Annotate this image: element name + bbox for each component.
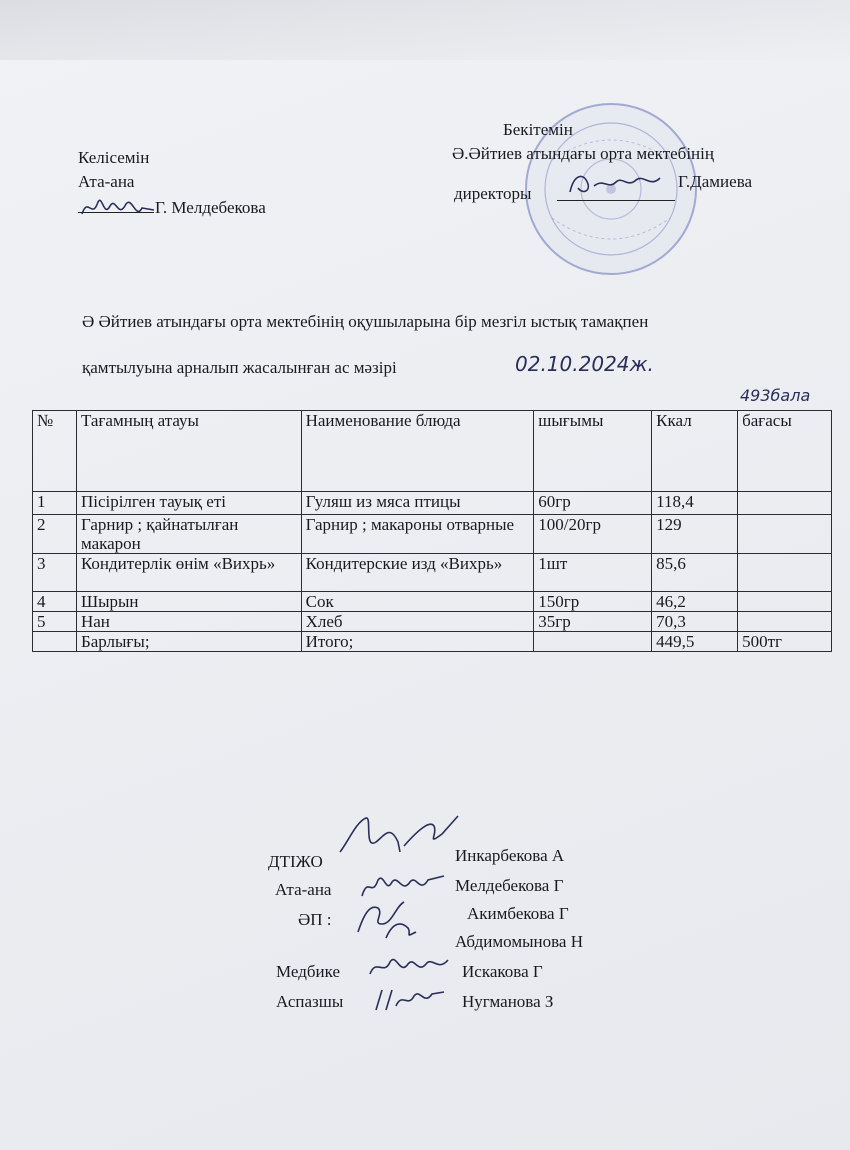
cell-name-kz: Шырын <box>76 592 301 612</box>
cell-number: 3 <box>33 554 77 592</box>
cell-yield: 35гр <box>534 612 652 632</box>
cell-kcal: 46,2 <box>652 592 738 612</box>
cell-yield: 1шт <box>534 554 652 592</box>
table-row <box>33 492 832 515</box>
signature-name: Нугманова З <box>462 992 554 1011</box>
cell-total-kcal: 449,5 <box>652 632 738 652</box>
signature-name: Акимбекова Г <box>467 904 569 923</box>
approve-name: Г.Дамиева <box>678 172 753 191</box>
cell-total-price: 500тг <box>738 632 832 652</box>
cell-name-ru: Кондитерские изд «Вихрь» <box>301 554 534 592</box>
cell-name-kz: Гарнир ; қайнатылған макарон <box>76 515 301 554</box>
cell-yield <box>534 632 652 652</box>
menu-heading-line1: Ә Әйтиев атындағы орта мектебінің оқушыларына бір мезгіл ыстық тамақпен <box>82 312 649 331</box>
menu-table <box>32 410 832 652</box>
cell-number: 2 <box>33 515 77 554</box>
signature-role: Ата-ана <box>275 880 332 899</box>
header-cell-name-kz: Тағамның атауы <box>76 411 301 492</box>
cell-price <box>738 592 832 612</box>
cell-name-kz: Кондитерлік өнім «Вихрь» <box>76 554 301 592</box>
cook-signature <box>372 982 448 1016</box>
cell-price <box>738 554 832 592</box>
agree-title: Келісемін <box>78 148 150 167</box>
agree-name: Г. Мелдебекова <box>155 198 266 217</box>
cell-name-ru: Гуляш из мяса птицы <box>301 492 534 515</box>
cell-name-ru: Хлеб <box>301 612 534 632</box>
table-row <box>33 515 832 554</box>
signature-name: Инкарбекова А <box>455 846 565 865</box>
signature-name: Абдимомынова Н <box>455 932 583 951</box>
table-row <box>33 612 832 632</box>
header-cell-number: № <box>33 411 77 492</box>
approve-org: Ә.Әйтиев атындағы орта мектебінің <box>452 144 714 163</box>
cell-yield: 150гр <box>534 592 652 612</box>
handwritten-student-count: 493бала <box>740 386 811 405</box>
signature-name: Искакова Г <box>462 962 543 981</box>
cell-kcal: 118,4 <box>652 492 738 515</box>
cell-price <box>738 515 832 554</box>
table-header-row <box>33 411 832 492</box>
cell-name-kz: Нан <box>76 612 301 632</box>
approve-title: Бекітемін <box>503 120 573 139</box>
header-cell-price: бағасы <box>738 411 832 492</box>
signature-role: Медбике <box>276 962 340 981</box>
header-cell-name-ru: Наименование блюда <box>301 411 534 492</box>
ap-signature <box>352 894 422 944</box>
signature-role: Аспазшы <box>276 992 344 1011</box>
cell-name-kz: Пісірілген тауық еті <box>76 492 301 515</box>
cell-name-ru: Гарнир ; макароны отварные <box>301 515 534 554</box>
handwritten-date: 02.10.2024ж. <box>515 352 654 376</box>
cell-kcal: 85,6 <box>652 554 738 592</box>
table-row <box>33 592 832 612</box>
cell-total-label-kz: Барлығы; <box>76 632 301 652</box>
header-cell-kcal: Ккал <box>652 411 738 492</box>
header-cell-yield: шығымы <box>534 411 652 492</box>
cell-number <box>33 632 77 652</box>
signature-name: Мелдебекова Г <box>455 876 564 895</box>
director-signature <box>564 166 674 202</box>
cell-number: 5 <box>33 612 77 632</box>
cell-total-label-ru: Итого; <box>301 632 534 652</box>
cell-name-ru: Сок <box>301 592 534 612</box>
cell-price <box>738 612 832 632</box>
cell-yield: 100/20гр <box>534 515 652 554</box>
table-row <box>33 554 832 592</box>
signature-role: ӘП : <box>298 910 332 929</box>
nurse-signature <box>366 948 452 984</box>
dtizho-signature <box>334 812 464 862</box>
table-total-row <box>33 632 832 652</box>
approve-role: директоры <box>454 184 532 203</box>
cell-yield: 60гр <box>534 492 652 515</box>
menu-heading-line2: қамтылуына арналып жасалынған ас мәзірі <box>82 358 397 377</box>
cell-kcal: 70,3 <box>652 612 738 632</box>
cell-number: 4 <box>33 592 77 612</box>
cell-kcal: 129 <box>652 515 738 554</box>
paper-fold-shadow <box>0 0 850 60</box>
agree-role: Ата-ана <box>78 172 135 191</box>
signature-role: ДТІЖО <box>268 852 323 871</box>
cell-price <box>738 492 832 515</box>
cell-number: 1 <box>33 492 77 515</box>
parent-signature <box>78 190 158 230</box>
